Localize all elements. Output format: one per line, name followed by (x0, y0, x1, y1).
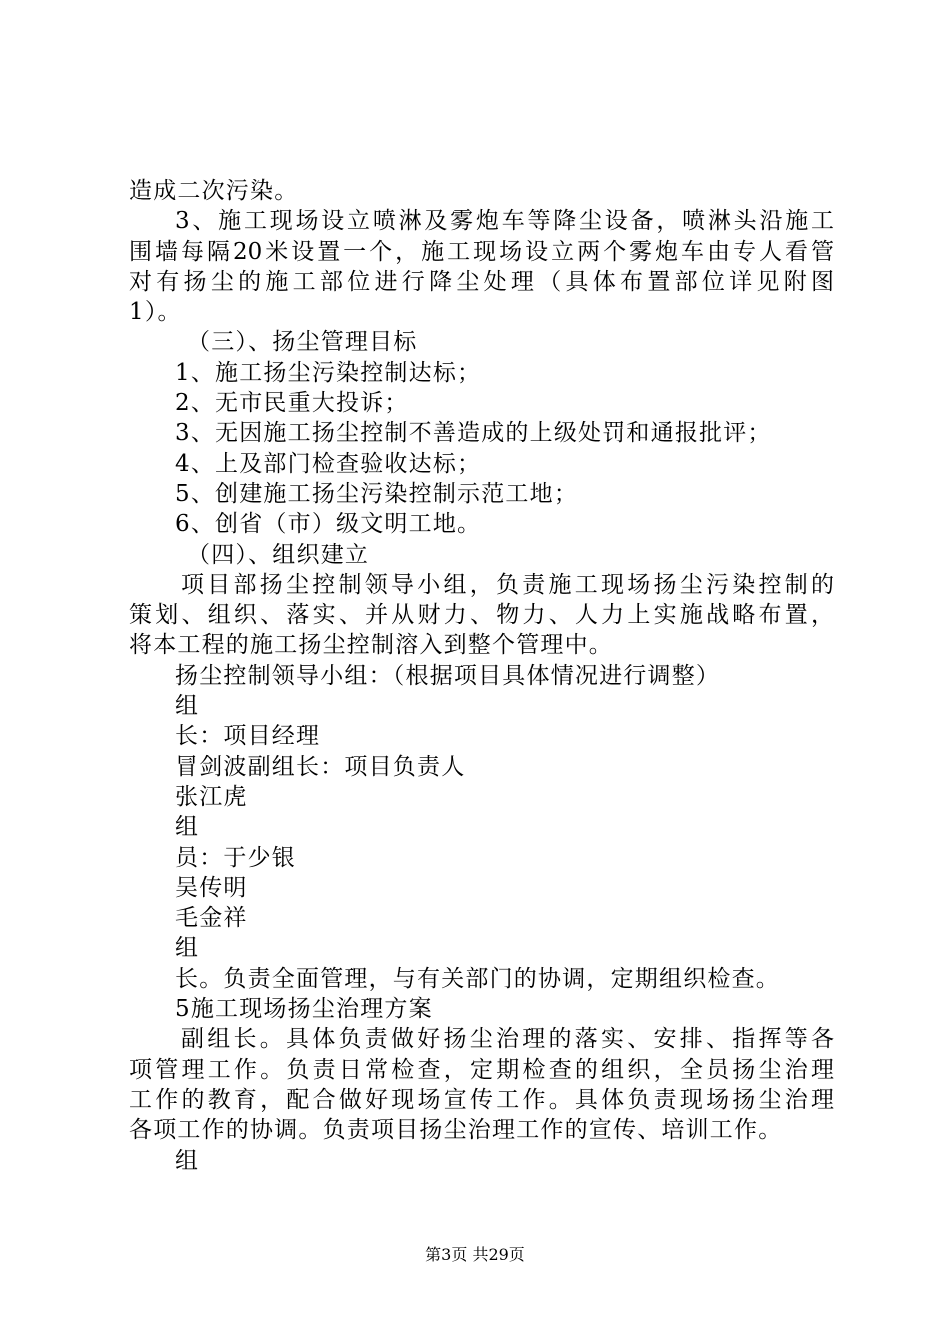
text-line: 张江虎 (175, 783, 248, 810)
list-item: 6、创省（市）级文明工地。 (175, 511, 482, 538)
text-line: 围墙每隔20米设置一个，施工现场设立两个雾炮车由专人看管 (129, 238, 834, 265)
text-line: 项管理工作。负责日常检查，定期检查的组织，全员扬尘治理 (129, 1056, 834, 1083)
list-item: 3、无因施工扬尘控制不善造成的上级处罚和通报批评； (175, 420, 772, 447)
text-line: 1）。 (129, 299, 182, 326)
text-line: 扬尘控制领导小组：（根据项目具体情况进行调整） (175, 662, 721, 689)
text-line: 3、施工现场设立喷淋及雾炮车等降尘设备，喷淋头沿施工 (175, 208, 834, 235)
text-line: 吴传明 (175, 874, 248, 901)
text-line: 工作的教育，配合做好现场宣传工作。具体负责现场扬尘治理 (129, 1086, 834, 1113)
list-item: 5、创建施工扬尘污染控制示范工地； (175, 480, 579, 507)
text-line: 将本工程的施工扬尘控制溶入到整个管理中。 (129, 632, 613, 659)
text-line: 长。负责全面管理，与有关部门的协调，定期组织检查。 (175, 965, 780, 992)
text-line: 副组长。具体负责做好扬尘治理的落实、安排、指挥等各 (181, 1026, 834, 1053)
text-line: 长：项目经理 (175, 723, 321, 750)
text-line: 造成二次污染。 (129, 178, 299, 204)
text-line: 组 (175, 814, 200, 841)
text-line: 组 (175, 935, 200, 962)
text-line: 毛金祥 (175, 905, 248, 932)
section-heading: 5施工现场扬尘治理方案 (175, 996, 433, 1023)
section-heading: （四）、组织建立 (187, 541, 370, 568)
section-heading: （三）、扬尘管理目标 (187, 329, 418, 356)
page-footer: 第3页 共29页 (425, 1245, 525, 1264)
text-line: 组 (175, 1147, 200, 1174)
list-item: 1、施工扬尘污染控制达标； (175, 359, 482, 386)
text-line: 各项工作的协调。负责项目扬尘治理工作的宣传、培训工作。 (129, 1117, 783, 1144)
text-line: 策划、组织、落实、并从财力、物力、人力上实施战略布置， (129, 602, 834, 629)
text-line: 冒剑波副组长：项目负责人 (175, 753, 466, 780)
list-item: 2、无市民重大投诉； (175, 390, 409, 417)
document-body (129, 176, 834, 1176)
text-line: 员：于少银 (175, 844, 296, 871)
text-line: 组 (175, 693, 200, 720)
list-item: 4、上及部门检查验收达标； (175, 450, 482, 477)
text-line: 对有扬尘的施工部位进行降尘处理（具体布置部位详见附图 (129, 268, 834, 295)
text-line: 项目部扬尘控制领导小组，负责施工现场扬尘污染控制的 (181, 571, 834, 598)
